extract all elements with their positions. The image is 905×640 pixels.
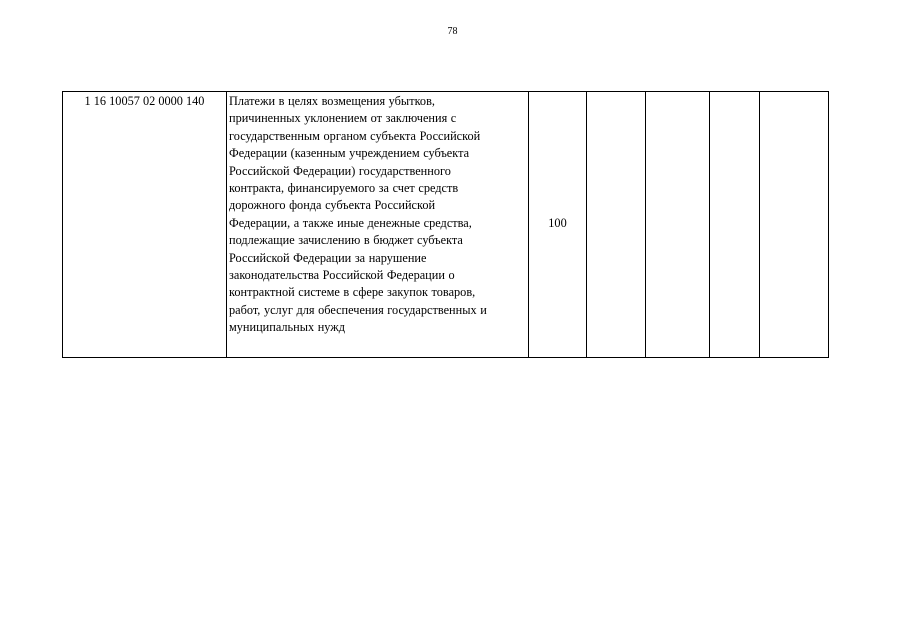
description-line: государственным органом субъекта Российской — [229, 128, 481, 143]
description-line: Федерации, а также иные денежные средства, — [229, 215, 472, 230]
description-line: Федерации (казенным учреждением субъекта — [229, 146, 470, 161]
description-line: подлежащие зачислению в бюджет субъекта — [229, 233, 463, 248]
description-line: причиненных уклонением от заключения с — [229, 111, 457, 126]
value-cell-4 — [710, 92, 760, 358]
budget-table — [62, 91, 829, 358]
description-line: муниципальных нужд — [229, 320, 346, 335]
value-cell-3 — [646, 92, 710, 358]
value-cell-1: 100 — [529, 92, 587, 358]
value-cell-2 — [587, 92, 646, 358]
description-line: дорожного фонда субъекта Российской — [229, 198, 436, 213]
table-row — [63, 92, 829, 358]
description-line: Российской Федерации за нарушение — [229, 250, 427, 265]
description-line: контрактной системе в сфере закупок товаров, — [229, 285, 476, 300]
description-line: законодательства Российской Федерации о — [229, 268, 455, 283]
page-number: 78 — [447, 26, 458, 37]
income-description-cell — [227, 92, 529, 358]
value-cell-5 — [760, 92, 829, 358]
description-line: контракта, финансируемого за счет средств — [229, 181, 459, 196]
description-line: работ, услуг для обеспечения государственных и — [229, 302, 487, 317]
description-line: Российской Федерации) государственного — [229, 163, 451, 178]
description-line: Платежи в целях возмещения убытков, — [229, 94, 435, 108]
income-code-cell: 1 16 10057 02 0000 140 — [63, 92, 227, 358]
